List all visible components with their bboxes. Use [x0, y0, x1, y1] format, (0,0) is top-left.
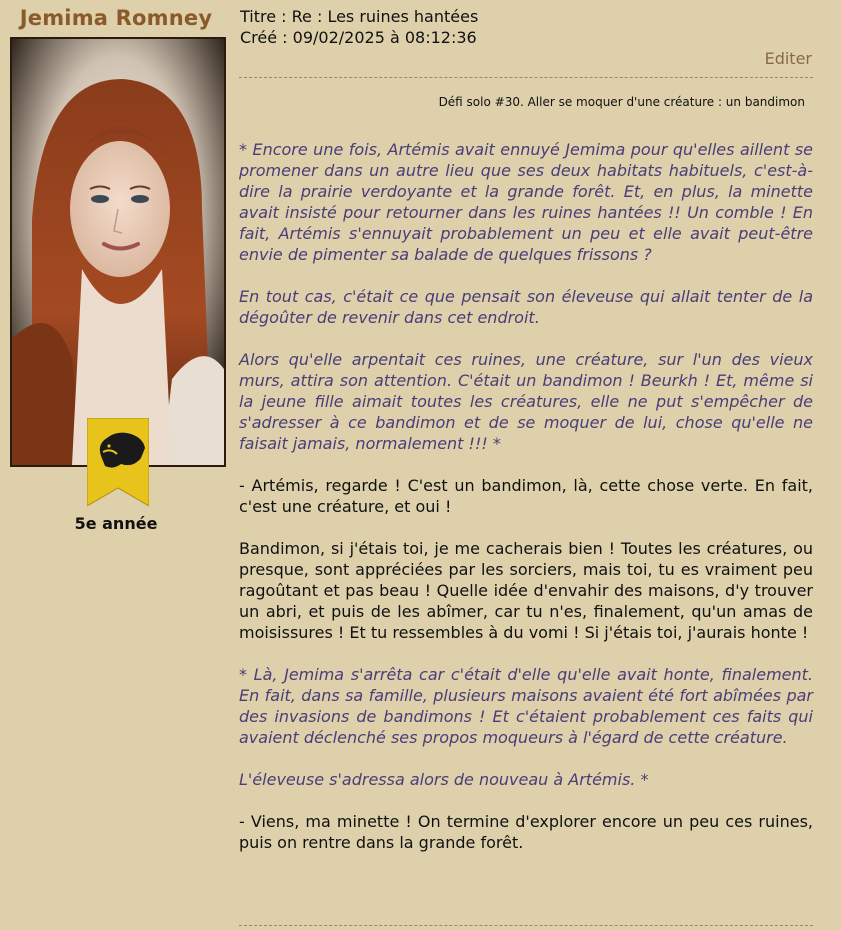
challenge-subtitle: Défi solo #30. Aller se moquer d'une créature : un bandimon: [438, 95, 805, 109]
narration-paragraph: En tout cas, c'était ce que pensait son éleveuse qui allait tenter de la dégoûter de revenir dans cet endroit.: [239, 287, 813, 327]
narration-paragraph: * Là, Jemima s'arrêta car c'était d'elle qu'elle avait honte, finalement. En fait, dans sa famille, plusieurs maisons avaient été fort abîmées par des invasions de bandimons ! Et c'étaient probablement ces faits qui avaient déclenché ses propos moqueurs à l'égard de cette créature.: [239, 665, 813, 747]
year-label: 5e année: [74, 514, 158, 533]
author-name[interactable]: Jemima Romney: [19, 6, 213, 30]
divider: [239, 925, 813, 926]
dialogue-paragraph: - Artémis, regarde ! C'est un bandimon, là, cette chose verte. En fait, c'est une créature, et oui !: [239, 476, 813, 516]
author-sidebar: [0, 0, 232, 930]
post-body: [239, 139, 813, 874]
narration-paragraph: Alors qu'elle arpentait ces ruines, une créature, sur l'un des vieux murs, attira son attention. C'était un bandimon ! Beurkh ! Et, même si la jeune fille aimait toutes les créatures, elle ne put s'empêcher de s'adresser à ce bandimon et de se moquer de lui, chose qu'elle ne faisait jamais, normalement !!! *: [239, 350, 813, 453]
post-created-date: Créé : 09/02/2025 à 08:12:36: [240, 28, 477, 47]
post-content: [239, 0, 813, 930]
post-title: Titre : Re : Les ruines hantées: [240, 7, 479, 26]
divider: [239, 77, 813, 78]
narration-paragraph: * Encore une fois, Artémis avait ennuyé Jemima pour qu'elles aillent se promener dans un autre lieu que ses deux habitats habituels, c'est-à-dire la prairie verdoyante et la grande forêt. Et, en plus, la minette avait insisté pour retourner dans les ruines hantées !! Un comble ! En fait, Artémis s'ennuyait probablement un peu et elle avait peut-être envie de pimenter sa balade de quelques frissons ?: [239, 140, 813, 264]
narration-paragraph: L'éleveuse s'adressa alors de nouveau à Artémis. *: [239, 770, 649, 789]
dialogue-paragraph: Bandimon, si j'étais toi, je me cacherais bien ! Toutes les créatures, ou presque, sont appréciées par les sorciers, mais toi, tu es vraiment peu ragoûtant et pas beau ! Quelle idée d'envahir des maisons, d'y trouver un abri, et puis de les abîmer, car tu n'es, finalement, qu'un amas de moisissures ! Et tu ressembles à du vomi ! Si j'étais toi, j'aurais honte !: [239, 539, 813, 642]
avatar: [10, 37, 226, 467]
dialogue-paragraph: - Viens, ma minette ! On termine d'explorer encore un peu ces ruines, puis on rentre dans la grande forêt.: [239, 812, 813, 852]
house-badger-banner-icon: [87, 418, 149, 506]
edit-link[interactable]: Editer: [764, 49, 812, 68]
avatar-portrait-image: [12, 39, 224, 465]
